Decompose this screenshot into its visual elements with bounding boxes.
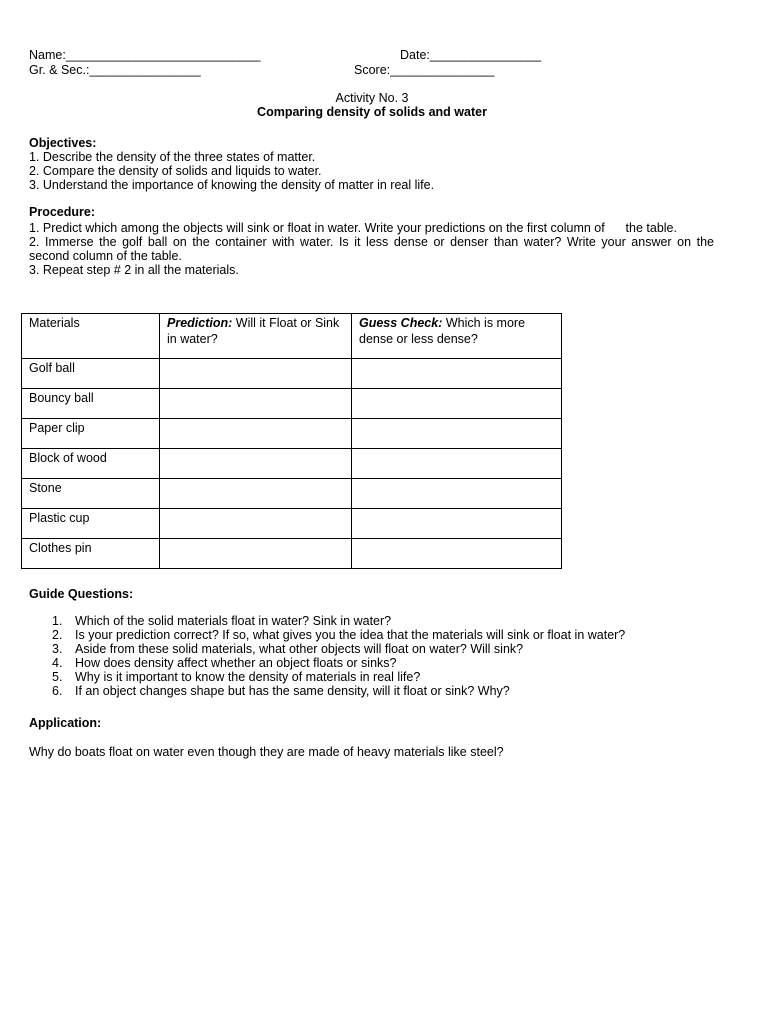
procedure-step-2-line-2: second column of the table. [29, 249, 182, 263]
question-text: Which of the solid materials float in water? Sink in water? [75, 614, 392, 628]
score-blank[interactable]: _______________ [390, 63, 495, 77]
table-row [22, 479, 562, 509]
prediction-cell[interactable] [160, 419, 352, 449]
procedure-steps [29, 221, 714, 277]
name-blank[interactable]: ____________________________ [65, 48, 261, 62]
material-cell: Golf ball [22, 359, 160, 389]
material-cell: Clothes pin [22, 539, 160, 569]
date-label: Date: [400, 48, 430, 62]
table-row [22, 389, 562, 419]
table-row [22, 539, 562, 569]
prediction-cell[interactable] [160, 479, 352, 509]
question-number: 1. [52, 614, 63, 628]
table-row [22, 419, 562, 449]
question-number: 6. [52, 684, 63, 698]
objectives-heading: Objectives: [29, 136, 97, 150]
prediction-header-bold: Prediction: [167, 316, 233, 330]
material-cell: Bouncy ball [22, 389, 160, 419]
objective-item: 3. Understand the importance of knowing the density of matter in real life. [29, 178, 435, 192]
guess-check-cell[interactable] [352, 449, 562, 479]
objectives-section [29, 136, 434, 192]
prediction-cell[interactable] [160, 449, 352, 479]
name-field[interactable] [29, 48, 260, 62]
date-blank[interactable]: ________________ [429, 48, 542, 62]
material-cell: Block of wood [22, 449, 160, 479]
question-text: Why is it important to know the density of materials in real life? [75, 670, 421, 684]
material-cell: Stone [22, 479, 160, 509]
guess-check-cell[interactable] [352, 359, 562, 389]
prediction-cell[interactable] [160, 539, 352, 569]
materials-column-header: Materials [22, 314, 160, 359]
grade-section-label: Gr. & Sec.: [29, 63, 90, 77]
list-item [29, 614, 625, 628]
guess-check-column-header [352, 314, 562, 359]
date-field[interactable] [400, 48, 541, 62]
materials-table [21, 313, 562, 569]
activity-title: Comparing density of solids and water [257, 105, 487, 119]
prediction-cell[interactable] [160, 359, 352, 389]
table-row [22, 509, 562, 539]
list-item [29, 642, 625, 656]
objective-item: 2. Compare the density of solids and liquids to water. [29, 164, 322, 178]
prediction-cell[interactable] [160, 509, 352, 539]
objective-item: 1. Describe the density of the three states of matter. [29, 150, 316, 164]
grade-section-field[interactable] [29, 63, 201, 77]
procedure-step-1: 1. Predict which among the objects will sink or float in water. Write your predictions on the first column of the table. [29, 221, 677, 235]
table-row [22, 449, 562, 479]
question-text: If an object changes shape but has the same density, will it float or sink? Why? [75, 684, 510, 698]
question-text: How does density affect whether an object floats or sinks? [75, 656, 397, 670]
prediction-header-text: Will it Float or Sink in water? [167, 316, 340, 346]
guide-questions-list [29, 614, 625, 698]
score-label: Score: [354, 63, 391, 77]
list-item [29, 628, 625, 642]
prediction-column-header [160, 314, 352, 359]
question-number: 5. [52, 670, 63, 684]
procedure-step-2-line-1: 2. Immerse the golf ball on the container with water. Is it less dense or denser than water? Write your answer on the [29, 235, 714, 249]
application-heading: Application: [29, 716, 102, 730]
procedure-heading: Procedure: [29, 205, 95, 219]
application-question: Why do boats float on water even though they are made of heavy materials like steel? [29, 745, 504, 759]
guess-check-header-text: Which is more dense or less dense? [359, 316, 526, 346]
guess-check-header-bold: Guess Check: [359, 316, 443, 330]
guess-check-cell[interactable] [352, 509, 562, 539]
question-number: 4. [52, 656, 63, 670]
score-field[interactable] [354, 63, 494, 77]
guess-check-cell[interactable] [352, 479, 562, 509]
guess-check-cell[interactable] [352, 419, 562, 449]
guess-check-cell[interactable] [352, 539, 562, 569]
material-cell: Paper clip [22, 419, 160, 449]
question-number: 2. [52, 628, 63, 642]
list-item [29, 670, 625, 684]
grade-section-blank[interactable]: ________________ [89, 63, 201, 77]
table-header-row [22, 314, 562, 359]
name-label: Name: [29, 48, 66, 62]
activity-number: Activity No. 3 [335, 91, 409, 105]
guide-questions-heading: Guide Questions: [29, 587, 134, 601]
guess-check-cell[interactable] [352, 389, 562, 419]
list-item [29, 684, 625, 698]
question-text: Aside from these solid materials, what other objects will float on water? Will sink? [75, 642, 524, 656]
prediction-cell[interactable] [160, 389, 352, 419]
material-cell: Plastic cup [22, 509, 160, 539]
list-item [29, 656, 625, 670]
table-row [22, 359, 562, 389]
question-number: 3. [52, 642, 63, 656]
question-text: Is your prediction correct? If so, what gives you the idea that the materials will sink or float in water? [75, 628, 626, 642]
procedure-step-3: 3. Repeat step # 2 in all the materials. [29, 263, 239, 277]
